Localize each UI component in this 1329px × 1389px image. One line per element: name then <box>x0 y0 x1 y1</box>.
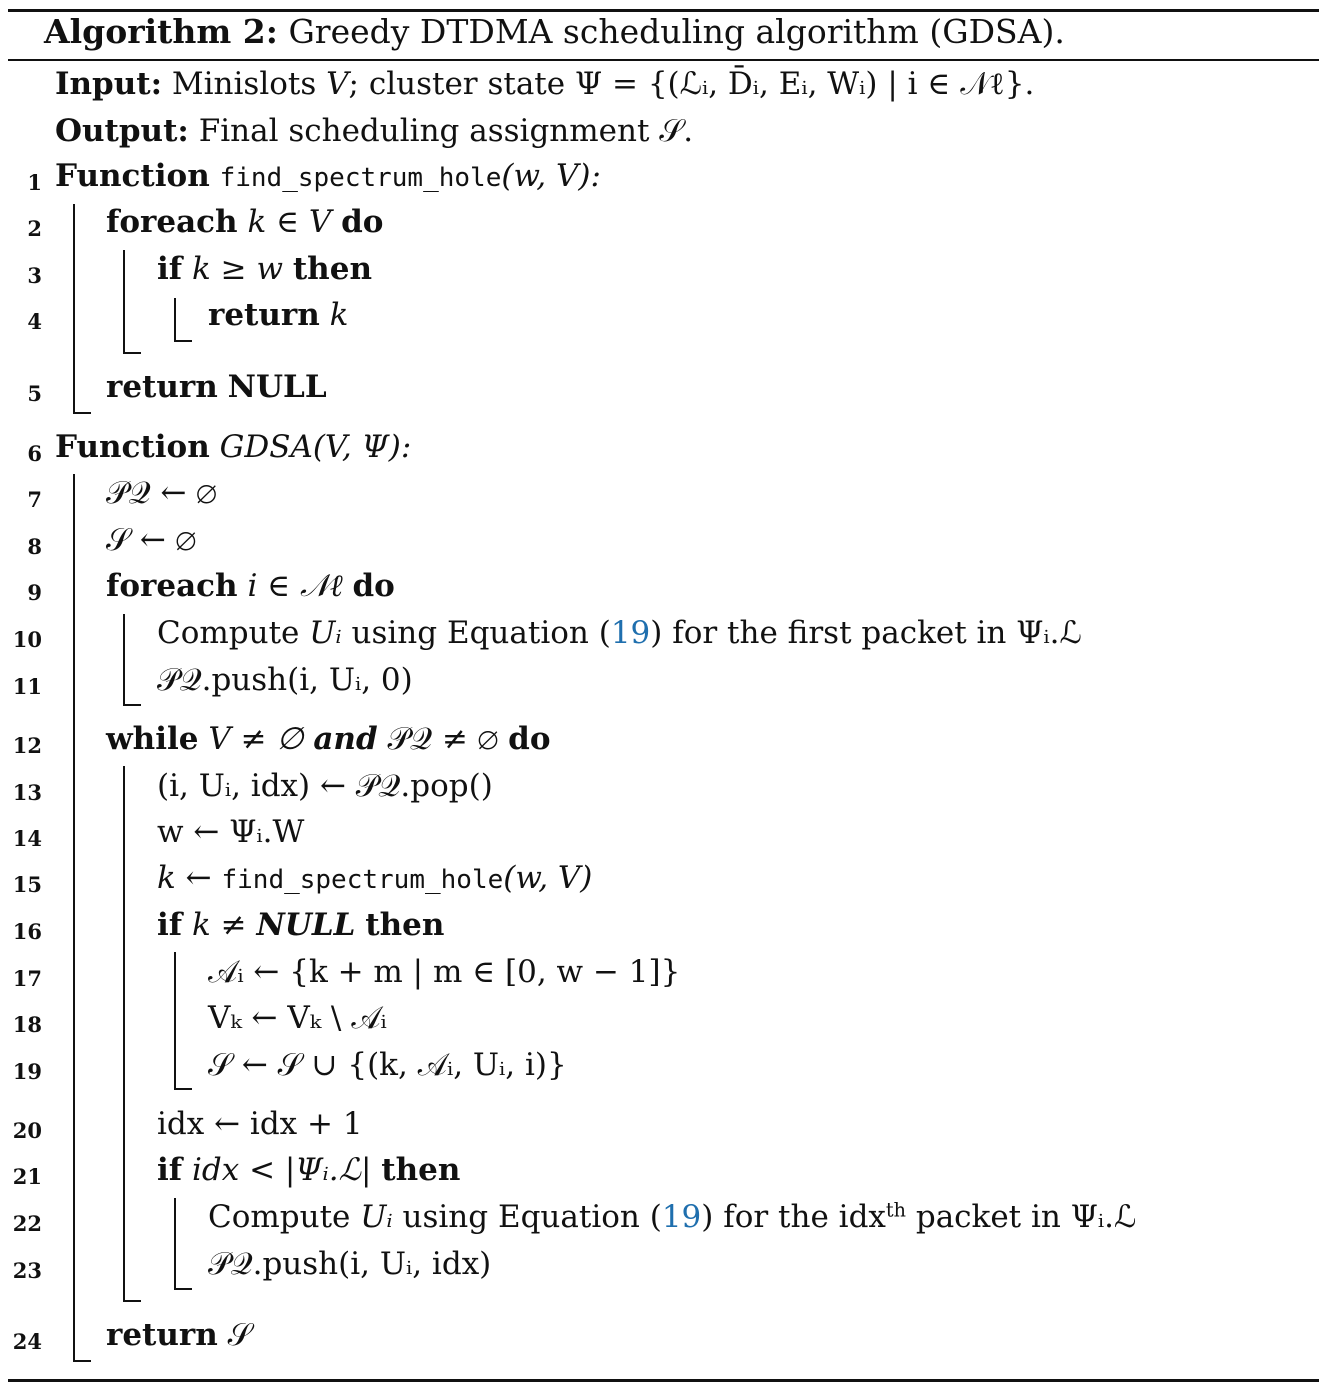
code-line-12: while V ≠ ∅ and 𝒫𝒬 ≠ ∅ do <box>106 721 551 757</box>
code-line-9: foreach i ∈ 𝒩ℓ do <box>106 568 395 604</box>
code-line-14: w ← Ψᵢ.W <box>157 814 305 850</box>
output-line: Output: Final scheduling assignment 𝒮. <box>55 113 694 149</box>
code-line-20: idx ← idx + 1 <box>157 1106 363 1142</box>
code-line-16: if k ≠ NULL then <box>157 907 445 943</box>
line-number: 10 <box>12 627 42 652</box>
line-number: 17 <box>12 966 42 991</box>
code-line-2: foreach k ∈ V do <box>106 204 384 240</box>
title-rule <box>8 59 1319 61</box>
block-bar <box>123 766 141 1302</box>
line-number: 22 <box>12 1211 42 1236</box>
code-line-22: Compute Uᵢ using Equation (19) for the idx$^{th}$ packet in Ψᵢ.ℒ <box>208 1198 1137 1235</box>
input-line: Input: Minislots V; cluster state Ψ = {(ℒᵢ, D̄ᵢ, Eᵢ, Wᵢ) | i ∈ 𝒩ℓ}. <box>55 66 1035 102</box>
line-number: 21 <box>12 1164 42 1189</box>
code-line-3: if k ≥ w then <box>157 251 372 287</box>
line-number: 4 <box>27 309 42 334</box>
block-bar <box>174 1198 192 1290</box>
code-line-7: 𝒫𝒬 ← ∅ <box>106 475 217 511</box>
line-number: 2 <box>27 216 42 241</box>
block-bar <box>174 952 192 1090</box>
line-number: 11 <box>12 674 42 699</box>
algorithm-label: Algorithm 2: <box>44 12 278 51</box>
block-bar <box>174 298 192 342</box>
code-line-10: Compute Uᵢ using Equation (19) for the first packet in Ψᵢ.ℒ <box>157 615 1082 651</box>
line-number: 19 <box>12 1059 42 1084</box>
code-line-13: (i, Uᵢ, idx) ← 𝒫𝒬.pop() <box>157 768 493 804</box>
equation-link[interactable]: 19 <box>661 1199 702 1235</box>
line-number: 13 <box>12 780 42 805</box>
line-number: 8 <box>27 534 42 559</box>
code-line-18: Vₖ ← Vₖ \ 𝒜ᵢ <box>208 1000 387 1036</box>
bottom-rule <box>8 1379 1319 1382</box>
code-line-24: return 𝒮 <box>106 1317 252 1353</box>
block-bar <box>73 204 91 414</box>
line-number: 12 <box>12 733 42 758</box>
line-number: 20 <box>12 1118 42 1143</box>
code-line-17: 𝒜ᵢ ← {k + m | m ∈ [0, w − 1]} <box>208 954 681 990</box>
algorithm-caption <box>44 12 1065 51</box>
code-line-19: 𝒮 ← 𝒮 ∪ {(k, 𝒜ᵢ, Uᵢ, i)} <box>208 1047 567 1083</box>
line-number: 24 <box>12 1329 42 1354</box>
equation-link[interactable]: 19 <box>610 615 651 651</box>
code-line-15: k ← find_spectrum_hole(w, V) <box>157 860 593 896</box>
line-number: 23 <box>12 1258 42 1283</box>
code-line-4: return k <box>208 297 349 333</box>
line-number: 18 <box>12 1012 42 1037</box>
line-number: 14 <box>12 826 42 851</box>
code-line-5: return NULL <box>106 369 327 405</box>
line-number: 9 <box>27 580 42 605</box>
code-line-21: if idx < |Ψᵢ.ℒ| then <box>157 1152 461 1188</box>
line-number: 7 <box>27 487 42 512</box>
line-number: 3 <box>27 263 42 288</box>
code-line-6: Function GDSA(V, Ψ): <box>55 429 412 465</box>
line-number: 1 <box>27 170 42 195</box>
line-number: 5 <box>27 381 42 406</box>
block-bar <box>123 250 141 354</box>
line-number: 16 <box>12 919 42 944</box>
line-number: 15 <box>12 872 42 897</box>
line-number: 6 <box>27 441 42 466</box>
block-bar <box>123 614 141 706</box>
code-line-8: 𝒮 ← ∅ <box>106 522 197 558</box>
algorithm-title: Greedy DTDMA scheduling algorithm (GDSA). <box>288 12 1065 51</box>
code-line-11: 𝒫𝒬.push(i, Uᵢ, 0) <box>157 662 413 698</box>
block-bar <box>73 474 91 1362</box>
code-line-23: 𝒫𝒬.push(i, Uᵢ, idx) <box>208 1246 492 1282</box>
code-line-1: Function find_spectrum_hole(w, V): <box>55 158 601 194</box>
